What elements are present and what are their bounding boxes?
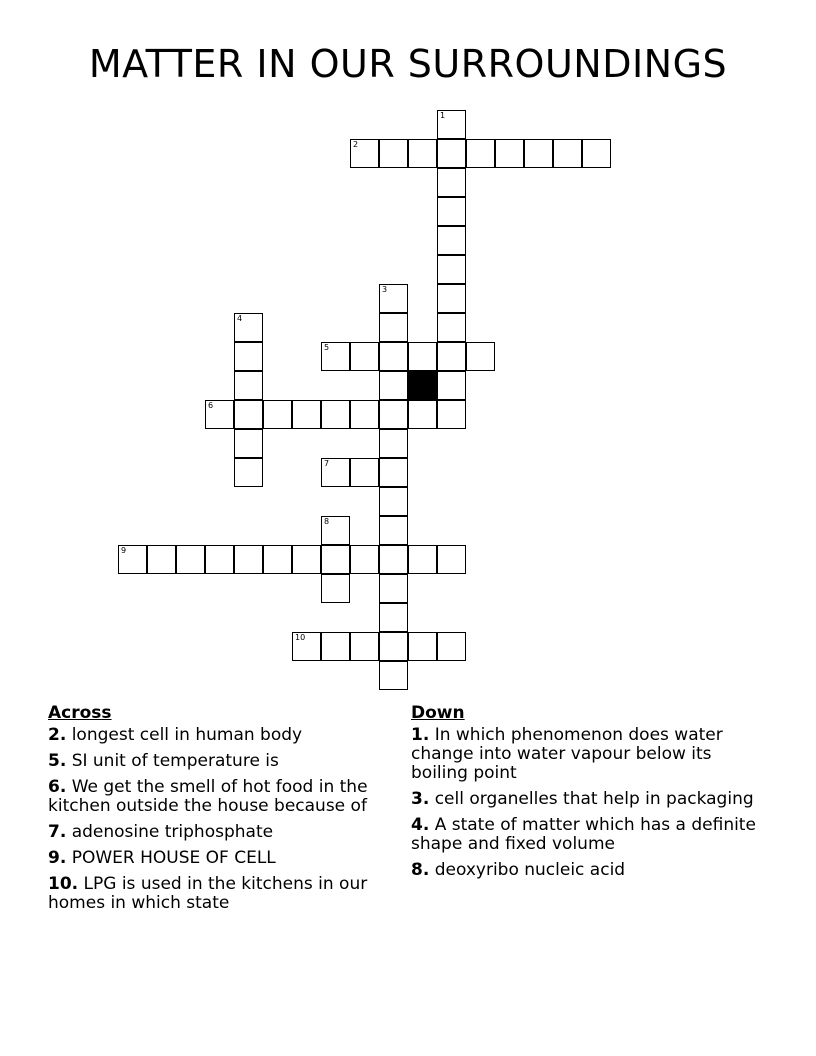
cell-number: 2 [353, 140, 359, 149]
grid-cell[interactable] [205, 545, 234, 574]
grid-cell[interactable] [350, 545, 379, 574]
clue-text: longest cell in human body [71, 725, 303, 745]
grid-cell[interactable] [234, 429, 263, 458]
grid-cell[interactable] [379, 516, 408, 545]
clue-number: 2. [48, 725, 67, 745]
grid-cell[interactable] [321, 342, 350, 371]
grid-cell[interactable] [437, 226, 466, 255]
grid-cell[interactable] [263, 400, 292, 429]
grid-cell[interactable] [379, 400, 408, 429]
grid-cell[interactable] [408, 545, 437, 574]
clue-text: SI unit of temperature is [71, 751, 279, 771]
grid-cell[interactable] [234, 458, 263, 487]
clue-text: In which phenomenon does water change into water vapour below its boiling point [411, 725, 723, 783]
grid-cell[interactable] [437, 371, 466, 400]
cell-number: 7 [324, 459, 330, 468]
grid-cell[interactable] [350, 458, 379, 487]
grid-cell[interactable] [350, 342, 379, 371]
grid-cell[interactable] [379, 661, 408, 690]
grid-cell[interactable] [350, 400, 379, 429]
grid-cell[interactable] [437, 139, 466, 168]
grid-cell[interactable] [292, 400, 321, 429]
grid-cell[interactable] [118, 545, 147, 574]
grid-cell[interactable] [437, 545, 466, 574]
clue-across-7 [48, 823, 408, 842]
clue-number: 9. [48, 848, 67, 868]
black-cell [408, 371, 437, 400]
grid-cell[interactable] [379, 139, 408, 168]
clue-number: 8. [411, 860, 430, 880]
across-clues [48, 703, 408, 920]
grid-cell[interactable] [437, 110, 466, 139]
grid-cell[interactable] [408, 400, 437, 429]
clue-text: We get the smell of hot food in the kitchen outside the house because of [48, 777, 368, 816]
grid-cell[interactable] [379, 545, 408, 574]
across-heading: Across [48, 703, 112, 723]
clue-down-8 [411, 861, 761, 880]
grid-cell[interactable] [321, 458, 350, 487]
cell-number: 4 [237, 314, 243, 323]
clue-number: 10. [48, 874, 79, 894]
grid-cell[interactable] [379, 429, 408, 458]
grid-cell[interactable] [379, 371, 408, 400]
cell-number: 3 [382, 285, 388, 294]
clue-text: LPG is used in the kitchens in our homes in which state [48, 874, 368, 913]
grid-cell[interactable] [234, 400, 263, 429]
down-heading: Down [411, 703, 465, 723]
grid-cell[interactable] [379, 574, 408, 603]
clue-text: adenosine triphosphate [71, 822, 274, 842]
page-title: MATTER IN OUR SURROUNDINGS [88, 42, 728, 86]
clue-across-5 [48, 752, 408, 771]
grid-cell[interactable] [321, 632, 350, 661]
clue-across-2 [48, 726, 408, 745]
grid-cell[interactable] [234, 545, 263, 574]
grid-cell[interactable] [350, 632, 379, 661]
clue-number: 5. [48, 751, 67, 771]
grid-cell[interactable] [553, 139, 582, 168]
grid-cell[interactable] [263, 545, 292, 574]
grid-cell[interactable] [321, 545, 350, 574]
grid-cell[interactable] [466, 139, 495, 168]
grid-cell[interactable] [408, 632, 437, 661]
grid-cell[interactable] [437, 313, 466, 342]
clue-down-4 [411, 816, 761, 854]
grid-cell[interactable] [524, 139, 553, 168]
grid-cell[interactable] [437, 255, 466, 284]
grid-cell[interactable] [321, 516, 350, 545]
grid-cell[interactable] [321, 400, 350, 429]
grid-cell[interactable] [582, 139, 611, 168]
cell-number: 10 [295, 633, 306, 642]
grid-cell[interactable] [234, 313, 263, 342]
cell-number: 6 [208, 401, 214, 410]
clue-number: 6. [48, 777, 67, 797]
clue-text: POWER HOUSE OF CELL [71, 848, 276, 868]
grid-cell[interactable] [350, 139, 379, 168]
clue-text: deoxyribo nucleic acid [434, 860, 626, 880]
grid-cell[interactable] [437, 400, 466, 429]
clue-number: 7. [48, 822, 67, 842]
grid-cell[interactable] [292, 632, 321, 661]
grid-cell[interactable] [205, 400, 234, 429]
grid-cell[interactable] [437, 197, 466, 226]
grid-cell[interactable] [437, 632, 466, 661]
grid-cell[interactable] [176, 545, 205, 574]
grid-cell[interactable] [379, 487, 408, 516]
clue-across-9 [48, 849, 408, 868]
clue-text: A state of matter which has a definite shape and fixed volume [411, 815, 756, 854]
grid-cell[interactable] [234, 371, 263, 400]
down-clues [411, 703, 761, 887]
grid-cell[interactable] [408, 139, 437, 168]
clue-number: 3. [411, 789, 430, 809]
cell-number: 5 [324, 343, 330, 352]
grid-cell[interactable] [234, 342, 263, 371]
grid-cell[interactable] [437, 284, 466, 313]
clue-down-1 [411, 726, 761, 783]
cell-number: 1 [440, 111, 446, 120]
grid-cell[interactable] [379, 313, 408, 342]
clue-number: 1. [411, 725, 430, 745]
clue-down-3 [411, 790, 761, 809]
grid-cell[interactable] [321, 574, 350, 603]
clue-number: 4. [411, 815, 430, 835]
clue-text: cell organelles that help in packaging [434, 789, 754, 809]
grid-cell[interactable] [379, 603, 408, 632]
cell-number: 8 [324, 517, 330, 526]
grid-cell[interactable] [408, 342, 437, 371]
grid-cell[interactable] [292, 545, 321, 574]
clue-across-6 [48, 778, 408, 816]
grid-cell[interactable] [379, 458, 408, 487]
grid-cell[interactable] [466, 342, 495, 371]
grid-cell[interactable] [379, 284, 408, 313]
grid-cell[interactable] [495, 139, 524, 168]
clue-across-10 [48, 875, 408, 913]
cell-number: 9 [121, 546, 127, 555]
grid-cell[interactable] [379, 342, 408, 371]
grid-cell[interactable] [437, 168, 466, 197]
grid-cell[interactable] [437, 342, 466, 371]
grid-cell[interactable] [379, 632, 408, 661]
grid-cell[interactable] [147, 545, 176, 574]
